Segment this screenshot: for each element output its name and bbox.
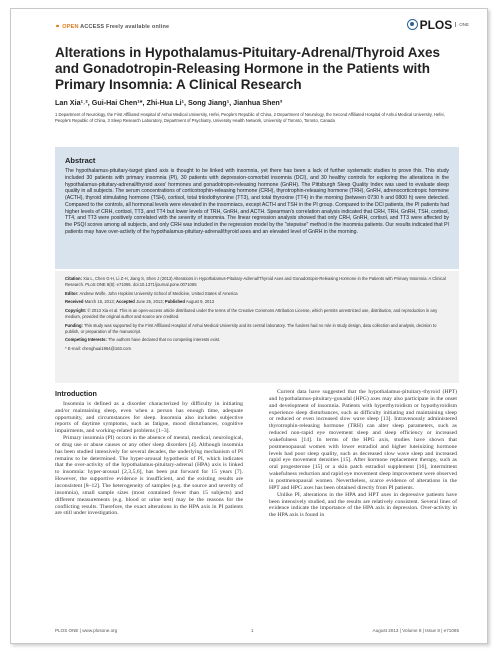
citation: Citation: Xia L, Chen G-H, Li Z-H, Jiang S, Shen J (2013) Alterations in Hypothalamus-Pituitary-Adrenal/Thyroid Axes and Gonadotropin-Releasing Hormone in the Patients with Primary Insomnia: A Clinical Research. PLoS ONE 8(8): e71065. doi:10.1371/journal.pone.0071065 xyxy=(65,276,446,287)
open-access-label: OPEN xyxy=(62,24,79,30)
body-column-left xyxy=(55,391,243,517)
journal-logo-sub: ONE xyxy=(455,22,469,27)
journal-logo xyxy=(407,18,469,32)
author-list: Lan Xia¹˒², Gui-Hai Chen¹*, Zhi-Hua Li¹, Song Jiang¹, Jianhua Shen³ xyxy=(55,98,283,107)
article-metadata xyxy=(55,271,459,383)
funding: Funding: This study was supported by the First Affiliated Hospital of Anhui Medical University and its central laboratory. The funders had no role in study design, data collection and analysis, decision to publish, or preparation of the manuscript. xyxy=(65,322,437,334)
dates: Received March 16, 2013; Accepted June 25, 2013; Published August 9, 2013 xyxy=(65,299,215,305)
body-paragraph: Unlike PI, alterations in the HPA and HPT axes in depressive patients have been intensively studied, and the results are relatively consistent. Several lines of evidence indicate the importance of the HPA axis in depression. Over-activity in the HPA axis is found in xyxy=(269,491,457,519)
abstract-text: The hypothalamus-pituitary-target gland axis is thought to be linked with insomnia, yet there has been a lack of further systematic studies to prove this. This study included 30 patients with primary insomnia (PI), 30 patients with depression-comorbid insomnia (DCI), and 30 healthy controls for exploring the alterations in the hypothalamus-pituitary-adrenal/thyroid axes' hormones and gonadotropin-releasing hormone (GnRH). The Pittsburgh Sleep Quality Index was used to evaluate sleep quality in all subjects. The serum concentrations of corticotrophin-releasing hormone (CRH), thyrotrophin-releasing hormone (TRH), GnRH, adrenocorticotropic hormone (ACTH), thyroid stimulating hormone (TSH), cortisol, total triiodothyronine (TT3), and total thyroxine (TT4) in the morning (between 0730 h and 0800 h) were detected. Compared to the controls, all hormonal levels were elevated in the insomniacs, except ACTH and TSH in the PI group. Compared to the DCI patients, the PI patients had higher levels of CRH, cortisol, TT3, and TT4 but lower levels of TRH, GnRH, and ACTH. Spearman's correlation analysis indicated that CRH, TRH, GnRH, TSH, cortisol, TT4, and TT3 were positively correlated with the severity of insomnia. The linear regression analysis showed that only CRH, GnRH, cortisol, and TT3 were affected by the PSQI scores among all subjects, and only CRH was included in the regression model by the "stepwise" method in the insomnia patients. Our results indicated that PI patients may have over-activity of the hypothalamus-pituitary-adrenal/thyroid axes and an elevated level of GnRH in the morning. xyxy=(65,168,449,235)
footer-issue: August 2013 | Volume 8 | Issue 8 | e71065 xyxy=(372,628,459,633)
copyright: Copyright: © 2013 Xia et al. This is an open-access article distributed under the terms of the Creative Commons Attribution License, which permits unrestricted use, distribution, and reproduction in any medium, provided the original author and source are credited. xyxy=(65,308,438,319)
open-access-text: ACCESS Freely available online xyxy=(80,24,170,30)
introduction-heading: Introduction xyxy=(55,389,97,398)
open-access-lock-icon: ⚭ xyxy=(55,24,61,30)
editor: Editor: Andrew Wolfe, John Hopkins University School of Medicine, United States of America xyxy=(65,290,238,296)
open-access-banner xyxy=(55,23,169,30)
body-paragraph: Current data have suggested that the hypothalamus-pituitary-thyroid (HPT) and hypothalamus-pituitary-gonadal (HPG) axes may also participate in the onset and development of insomnia. Patients with hyperthyroidism or hypothyroidism experience sleep disturbances, such as difficulty initiating and maintaining sleep or reduced or even increased slow wave sleep [13]. Intravenously administered thyrotrophin-releasing hormone (TRH) can alter sleep parameters, such as reduced non-rapid eye movement sleep and sleep efficiency or increased wakefulness [14]. In terms of the HPG axis, studies have shown that postmenopausal women with lower estradiol and higher luteinizing hormone levels had poor sleep quality, such as decreased slow wave sleep and increased rapid eye movement densities [15]. After hormone replacement therapy, such as oral progesterone [15] or a skin patch estradiol supplement [16], intermittent wakefulness reduction and rapid eye movement sleep improvement were observed in postmenopausal women. Nevertheless, scarce evidence of alterations in the HPT and HPG axes has been obtained directly from PI patients. xyxy=(269,389,457,491)
abstract-heading: Abstract xyxy=(65,156,96,165)
corresponding-email: * E-mail: chenghuai1964@163.com xyxy=(65,346,131,352)
article-page xyxy=(10,8,488,644)
page-number: 1 xyxy=(251,628,254,633)
plos-logo-icon xyxy=(407,19,418,30)
journal-logo-text: PLOS xyxy=(419,18,453,32)
competing-interests: Competing Interests: The authors have declared that no competing interests exist. xyxy=(65,337,221,343)
affiliations: 1 Department of Neurology, the First Affiliated Hospital of Anhui Medical University, Hefei, People's Republic of China, 2 Department of Neurology, the Second Affiliated Hospital of Anhui Medical University, Hefei, People's Republic of China, 3 Sleep Research Laboratory, Department of Psychiatry, University Health Network, University of Toronto, Toronto, Canada xyxy=(55,112,445,124)
article-title: Alterations in Hypothalamus-Pituitary-Adrenal/Thyroid Axes and Gonadotropin-Releasing Hormone in the Patients with Primary Insomnia: A Clinical Research xyxy=(55,45,441,92)
footer-journal: PLOS ONE | www.plosone.org xyxy=(55,628,118,633)
body-paragraph: Primary insomnia (PI) occurs in the absence of mental, medical, neurological, or drug use or abuse causes or any other sleep disorders [4]. Although insomnia has been studied intensively for several decades, the underlying mechanism of PI remains to be determined. The hyper-arousal hypothesis of PI, which indicates that the over-activity of the hypothalamus-pituitary-adrenal (HPA) axis is linked to insomnia: hyper-arousal [2,3,5,6], has been put forward for 15 years [7]. However, the supportive evidence is insufficient, and the existing results are inconsistent [8–12]. The heterogeneity of samples (e.g. the source and severity of insomnia), small sample sizes (most contained fewer than 15 subjects) and different measurements (e.g. blood or urine test) may be the reasons for the conflicting results. Therefore, the exact alterations in the HPA axis in PI patients are still under investigation. xyxy=(55,435,243,517)
body-paragraph: Insomnia is defined as a disorder characterized by difficulty in initiating and/or maintaining sleep, even when a person has enough time, adequate opportunity, and circumstances for sleep. Insomnia also includes subjective reports of daytime symptoms, such as fatigue, mood disturbances, cognitive impairments, and working-related problems [1–3]. xyxy=(55,400,243,435)
abstract-box xyxy=(55,147,459,269)
body-column-right xyxy=(269,389,457,519)
